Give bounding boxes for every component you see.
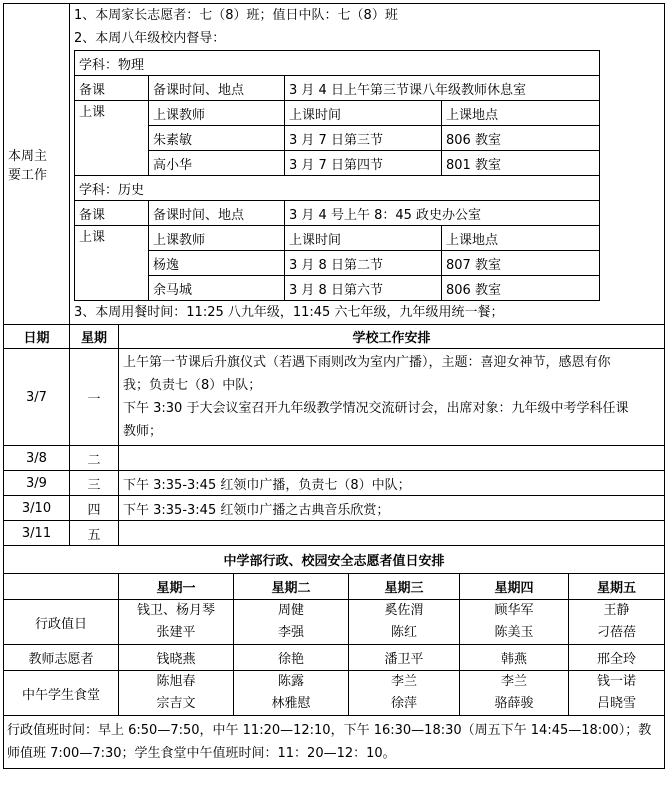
schedule-row (4, 471, 665, 496)
schedule-weekday: 一 (70, 349, 119, 446)
duty-row-label: 教师志愿者 (4, 645, 119, 671)
schedule-row (4, 349, 665, 446)
schedule-work (119, 446, 665, 471)
col-time: 上课时间 (285, 101, 442, 126)
main-work-line-1: 1、本周家长志愿者：七（8）班；值日中队：七（8）班 (74, 8, 398, 23)
col-time: 上课时间 (285, 226, 442, 251)
class-place: 801 教室 (442, 151, 600, 176)
duty-row-label: 行政值日 (4, 600, 119, 645)
duty-cell: 陈旭春 宗吉文 (119, 671, 234, 716)
schedule-date: 3/10 (4, 496, 70, 521)
schedule-date: 3/11 (4, 521, 70, 546)
schedule-weekday: 五 (70, 521, 119, 546)
prep-time-label: 备课时间、地点 (149, 76, 285, 101)
schedule-work (119, 521, 665, 546)
class-time: 3 月 8 日第六节 (285, 276, 442, 301)
duty-cell: 钱卫、杨月琴 张建平 (119, 600, 234, 645)
class-label: 上课 (75, 226, 149, 301)
duty-cell: 周健 李强 (234, 600, 349, 645)
main-work-content (70, 4, 665, 325)
class-time: 3 月 7 日第三节 (285, 126, 442, 151)
schedule-weekday: 二 (70, 446, 119, 471)
main-work-line-2: 2、本周八年级校内督导： (74, 31, 226, 46)
duty-cell: 陈露 林雅慰 (234, 671, 349, 716)
class-label: 上课 (75, 101, 149, 176)
duty-cell: 钱一诺 吕晓雪 (569, 671, 665, 716)
duty-cell: 李兰 骆薛骏 (460, 671, 569, 716)
schedule-date: 3/9 (4, 471, 70, 496)
subject-label: 学科：历史 (75, 176, 600, 201)
duty-cell: 钱晓燕 (119, 645, 234, 671)
teacher-name: 高小华 (149, 151, 285, 176)
duty-cell: 徐艳 (234, 645, 349, 671)
subject-label: 学科：物理 (75, 51, 600, 76)
schedule-work: 下午 3:35-3:45 红领巾广播之古典音乐欣赏； (119, 496, 665, 521)
teacher-name: 朱素敏 (149, 126, 285, 151)
duty-cell: 奚佐渭 陈红 (349, 600, 460, 645)
col-work-header: 学校工作安排 (119, 325, 665, 349)
duty-footer: 行政值班时间：早上 6:50—7:50，中午 11:20—12:10，下午 16:30—18:30（周五下午 14:45—18:00）；教 师值班 7:00—7:30；学生食堂中午值班时间：11：20—12：10。 (4, 716, 665, 769)
col-weekday-header: 星期 (70, 325, 119, 349)
supervision-table (74, 50, 600, 301)
duty-day-header: 星期五 (569, 574, 665, 600)
schedule-work: 上午第一节课后升旗仪式（若遇下雨则改为室内广播），主题：喜迎女神节，感恩有你 我；负责七（8）中队； 下午 3:30 于大会议室召开九年级教学情况交流研讨会，出席对象：九年级中考学科任课 教师； (119, 349, 665, 446)
teacher-name: 杨逸 (149, 251, 285, 276)
duty-cell: 邢全玲 (569, 645, 665, 671)
main-work-label: 本周主 要工作 (4, 4, 70, 325)
table-row (75, 251, 600, 276)
table-row (75, 151, 600, 176)
table-row (75, 126, 600, 151)
duty-title: 中学部行政、校园安全志愿者值日安排 (4, 546, 665, 574)
prep-label: 备课 (75, 201, 149, 226)
class-place: 806 教室 (442, 126, 600, 151)
schedule-row (4, 446, 665, 471)
duty-row-label: 中午学生食堂 (4, 671, 119, 716)
schedule-work: 下午 3:35-3:45 红领巾广播，负责七（8）中队； (119, 471, 665, 496)
class-time: 3 月 7 日第四节 (285, 151, 442, 176)
duty-corner (4, 574, 119, 600)
prep-time-value: 3 月 4 号上午 8：45 政史办公室 (285, 201, 600, 226)
col-place: 上课地点 (442, 226, 600, 251)
prep-label: 备课 (75, 76, 149, 101)
prep-time-label: 备课时间、地点 (149, 201, 285, 226)
col-teacher: 上课教师 (149, 226, 285, 251)
schedule-date: 3/7 (4, 349, 70, 446)
col-teacher: 上课教师 (149, 101, 285, 126)
schedule-row (4, 496, 665, 521)
duty-cell: 王静 刁蓓蓓 (569, 600, 665, 645)
col-place: 上课地点 (442, 101, 600, 126)
schedule-weekday: 四 (70, 496, 119, 521)
weekly-schedule-table (3, 3, 665, 769)
duty-cell: 李兰 徐萍 (349, 671, 460, 716)
duty-cell: 潘卫平 (349, 645, 460, 671)
table-row (75, 276, 600, 301)
class-place: 806 教室 (442, 276, 600, 301)
schedule-date: 3/8 (4, 446, 70, 471)
duty-row (4, 600, 665, 645)
duty-cell: 韩燕 (460, 645, 569, 671)
duty-row (4, 671, 665, 716)
col-date-header: 日期 (4, 325, 70, 349)
duty-day-header: 星期一 (119, 574, 234, 600)
main-work-line-3: 3、本周用餐时间：11:25 八九年级，11:45 六七年级，九年级用统一餐； (74, 305, 504, 320)
prep-time-value: 3 月 4 日上午第三节课八年级教师休息室 (285, 76, 600, 101)
duty-day-header: 星期四 (460, 574, 569, 600)
duty-cell: 顾华军 陈美玉 (460, 600, 569, 645)
class-place: 807 教室 (442, 251, 600, 276)
class-time: 3 月 8 日第二节 (285, 251, 442, 276)
duty-row (4, 645, 665, 671)
schedule-row (4, 521, 665, 546)
schedule-weekday: 三 (70, 471, 119, 496)
duty-day-header: 星期三 (349, 574, 460, 600)
duty-day-header: 星期二 (234, 574, 349, 600)
teacher-name: 余马城 (149, 276, 285, 301)
